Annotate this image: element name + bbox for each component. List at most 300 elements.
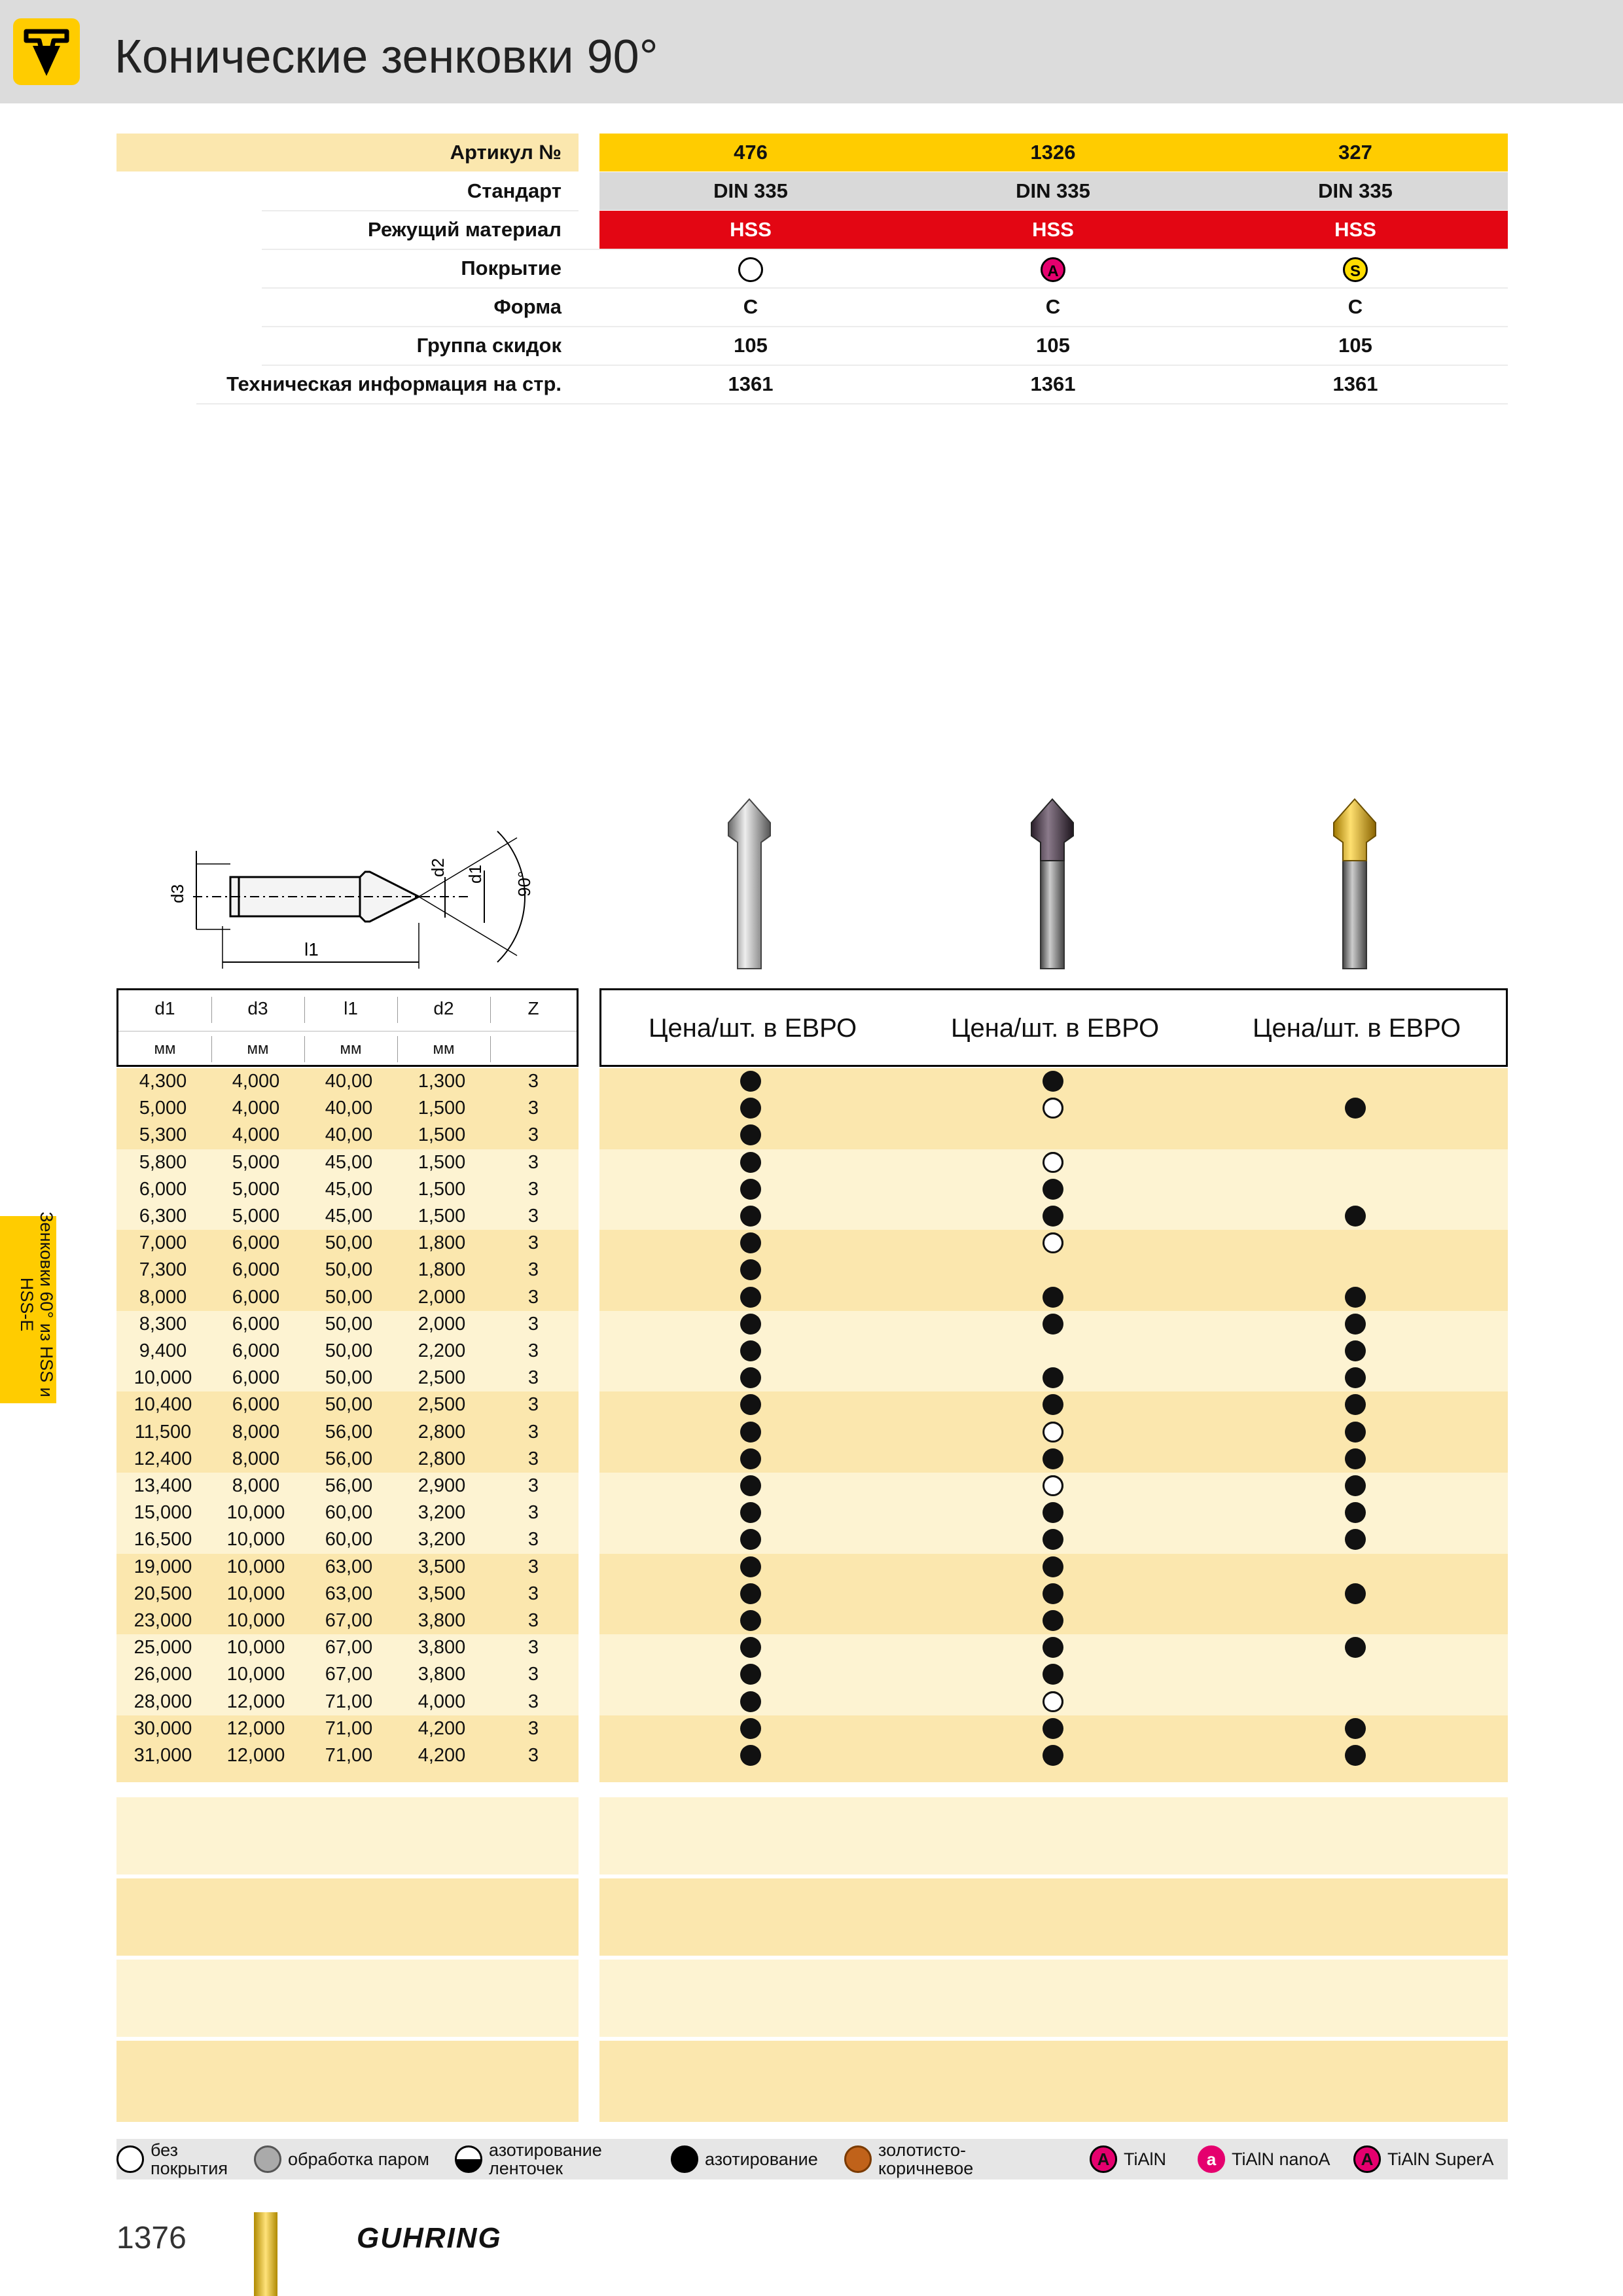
table-row	[0, 1338, 1623, 1365]
cell-l1: 71,00	[325, 1745, 373, 1766]
cell-z: 3	[527, 1664, 539, 1685]
table-row	[0, 1446, 1623, 1473]
availability-open-dot-icon[interactable]	[1043, 1475, 1063, 1496]
table-row	[0, 1742, 1623, 1769]
cell-d1: 30,000	[134, 1717, 192, 1739]
nitride-strip-icon	[455, 2145, 482, 2173]
availability-dot-icon[interactable]	[740, 1691, 761, 1712]
cell-d3: 12,000	[226, 1745, 285, 1766]
cell-l1: 45,00	[325, 1178, 373, 1200]
availability-dot-icon[interactable]	[1043, 1287, 1063, 1308]
cell-d1: 15,000	[134, 1502, 192, 1524]
cell-d1: 16,500	[134, 1529, 192, 1551]
cell-z: 3	[527, 1637, 539, 1659]
cell-d1: 11,500	[134, 1421, 192, 1443]
table-row	[0, 1419, 1623, 1446]
table-row	[0, 1257, 1623, 1283]
discount-value: 105	[1338, 334, 1372, 357]
cell-l1: 45,00	[325, 1206, 373, 1227]
cell-z: 3	[527, 1259, 539, 1281]
nitride-icon	[671, 2145, 698, 2173]
uncoated-icon	[116, 2145, 144, 2173]
cell-d3: 6,000	[232, 1313, 280, 1335]
availability-dot-icon[interactable]	[1345, 1529, 1366, 1550]
cell-d2: 3,800	[418, 1664, 466, 1685]
legend-uncoated: без покрытия	[116, 2139, 236, 2179]
table-row	[0, 1095, 1623, 1122]
table-row	[0, 1391, 1623, 1418]
availability-dot-icon[interactable]	[740, 1340, 761, 1361]
cell-d1: 5,800	[139, 1151, 187, 1173]
availability-dot-icon[interactable]	[1043, 1367, 1063, 1388]
form-value: C	[1347, 295, 1363, 318]
cell-d2: 1,500	[418, 1206, 466, 1227]
cell-z: 3	[527, 1529, 539, 1551]
cell-d1: 28,000	[134, 1691, 192, 1712]
cell-z: 3	[527, 1610, 539, 1631]
page-number: 1376	[116, 2221, 187, 2255]
steam-icon	[254, 2145, 281, 2173]
cell-d1: 12,400	[134, 1448, 192, 1469]
availability-dot-icon[interactable]	[1043, 1502, 1063, 1523]
table-row	[0, 1122, 1623, 1149]
cell-l1: 60,00	[325, 1502, 373, 1524]
availability-dot-icon[interactable]	[740, 1583, 761, 1604]
l1-label: l1	[304, 939, 319, 960]
supera-icon: A	[1353, 2145, 1381, 2173]
material-value: HSS	[730, 218, 772, 241]
cell-l1: 50,00	[325, 1259, 373, 1281]
cell-l1: 45,00	[325, 1151, 373, 1173]
cell-d1: 6,300	[139, 1206, 187, 1227]
empty-band	[116, 2041, 579, 2122]
cell-l1: 67,00	[325, 1637, 373, 1659]
cell-d1: 26,000	[134, 1664, 192, 1685]
article-number: 1326	[1030, 141, 1076, 164]
cell-d3: 4,000	[232, 1098, 280, 1119]
availability-dot-icon[interactable]	[1345, 1448, 1366, 1469]
col-d2-header: d2	[433, 998, 454, 1018]
table-row	[0, 1661, 1623, 1688]
cell-z: 3	[527, 1394, 539, 1416]
col-d3-unit: мм	[247, 1040, 269, 1058]
price-header-327: Цена/шт. в ЕВРО	[1252, 1014, 1461, 1043]
cell-d3: 10,000	[226, 1664, 285, 1685]
cell-d1: 5,300	[139, 1124, 187, 1146]
availability-dot-icon[interactable]	[740, 1206, 761, 1227]
table-row	[0, 1499, 1623, 1526]
cell-d3: 4,000	[232, 1124, 280, 1146]
cell-l1: 71,00	[325, 1691, 373, 1712]
cell-d1: 5,000	[139, 1098, 187, 1119]
table-row	[0, 1526, 1623, 1553]
cell-z: 3	[527, 1583, 539, 1604]
cell-d2: 1,500	[418, 1124, 466, 1146]
cell-d2: 1,800	[418, 1232, 466, 1254]
availability-dot-icon[interactable]	[1043, 1071, 1063, 1092]
techinfo-value: 1361	[1332, 372, 1378, 395]
availability-dot-icon[interactable]	[740, 1071, 761, 1092]
table-row	[0, 1203, 1623, 1230]
section-side-tab-label: Зенковки 60° из HSS и HSS-E	[17, 1211, 56, 1397]
availability-dot-icon[interactable]	[1345, 1314, 1366, 1335]
cell-d1: 6,000	[139, 1178, 187, 1200]
cell-l1: 50,00	[325, 1286, 373, 1308]
cell-z: 3	[527, 1124, 539, 1146]
cell-d3: 6,000	[232, 1232, 280, 1254]
availability-dot-icon[interactable]	[1345, 1394, 1366, 1415]
availability-open-dot-icon[interactable]	[1043, 1422, 1063, 1443]
availability-dot-icon[interactable]	[1043, 1394, 1063, 1415]
availability-open-dot-icon[interactable]	[1043, 1098, 1063, 1119]
cell-z: 3	[527, 1691, 539, 1712]
table-row	[0, 1473, 1623, 1499]
cell-d3: 8,000	[232, 1448, 280, 1469]
standard-label: Стандарт	[467, 179, 562, 202]
availability-dot-icon[interactable]	[1345, 1583, 1366, 1604]
availability-dot-icon[interactable]	[740, 1448, 761, 1469]
page-title: Конические зенковки 90°	[115, 31, 658, 83]
article-label: Артикул №	[450, 141, 562, 164]
table-row	[0, 1176, 1623, 1203]
cell-d3: 6,000	[232, 1259, 280, 1281]
availability-dot-icon[interactable]	[740, 1422, 761, 1443]
discount-value: 105	[1036, 334, 1070, 357]
availability-dot-icon[interactable]	[740, 1475, 761, 1496]
cell-z: 3	[527, 1717, 539, 1739]
cell-z: 3	[527, 1151, 539, 1173]
cell-d2: 2,800	[418, 1421, 466, 1443]
availability-dot-icon[interactable]	[740, 1664, 761, 1685]
cell-d2: 2,000	[418, 1286, 466, 1308]
discount-label: Группа скидок	[416, 334, 562, 357]
cell-d2: 2,800	[418, 1448, 466, 1469]
availability-dot-icon[interactable]	[1345, 1098, 1366, 1119]
d1-label: d1	[465, 865, 485, 884]
cell-z: 3	[527, 1448, 539, 1469]
cell-d2: 3,500	[418, 1556, 466, 1577]
standard-value: DIN 335	[713, 179, 788, 202]
cell-z: 3	[527, 1206, 539, 1227]
col-d1-header: d1	[154, 998, 175, 1018]
col-d3-header: d3	[247, 998, 268, 1018]
footer-gold-bar	[254, 2212, 277, 2296]
availability-dot-icon[interactable]	[740, 1745, 761, 1766]
empty-band	[116, 1797, 579, 1874]
col-d2-unit: мм	[433, 1040, 455, 1058]
cell-d1: 31,000	[134, 1745, 192, 1766]
cell-d1: 23,000	[134, 1610, 192, 1631]
availability-dot-icon[interactable]	[740, 1179, 761, 1200]
techinfo-value: 1361	[728, 372, 774, 395]
cell-d3: 10,000	[226, 1610, 285, 1631]
cell-l1: 71,00	[325, 1717, 373, 1739]
cell-d3: 12,000	[226, 1691, 285, 1712]
cell-d2: 4,000	[418, 1691, 466, 1712]
cell-d2: 2,500	[418, 1394, 466, 1416]
cell-l1: 50,00	[325, 1232, 373, 1254]
techinfo-label: Техническая информация на стр.	[226, 372, 562, 395]
cell-d3: 5,000	[232, 1151, 280, 1173]
cell-l1: 40,00	[325, 1071, 373, 1092]
cell-d3: 6,000	[232, 1394, 280, 1416]
tool-photo-tin	[1329, 795, 1381, 972]
empty-band	[599, 1878, 1508, 1956]
cell-z: 3	[527, 1178, 539, 1200]
cell-d2: 1,500	[418, 1178, 466, 1200]
legend-nanoa: a TiAlN nanoA	[1198, 2139, 1330, 2179]
tool-photo-tialn	[1026, 795, 1079, 972]
cell-z: 3	[527, 1421, 539, 1443]
cell-d2: 4,200	[418, 1745, 466, 1766]
cell-d3: 6,000	[232, 1286, 280, 1308]
cell-z: 3	[527, 1367, 539, 1389]
table-row	[0, 1554, 1623, 1581]
material-value: HSS	[1032, 218, 1074, 241]
availability-dot-icon[interactable]	[740, 1124, 761, 1145]
availability-dot-icon[interactable]	[1345, 1637, 1366, 1658]
table-row	[0, 1284, 1623, 1311]
cell-d1: 8,000	[139, 1286, 187, 1308]
dimension-header	[116, 988, 579, 1067]
availability-dot-icon[interactable]	[740, 1367, 761, 1388]
spec-table	[0, 0, 1623, 419]
coating-tin-icon: S	[1204, 249, 1507, 287]
cell-d3: 8,000	[232, 1421, 280, 1443]
availability-open-dot-icon[interactable]	[1043, 1691, 1063, 1712]
d2-label: d2	[428, 858, 448, 877]
availability-dot-icon[interactable]	[740, 1232, 761, 1253]
cell-d2: 1,500	[418, 1151, 466, 1173]
cell-d3: 6,000	[232, 1367, 280, 1389]
availability-dot-icon[interactable]	[1345, 1287, 1366, 1308]
cell-l1: 60,00	[325, 1529, 373, 1551]
brand-logo: GUHRING	[357, 2222, 502, 2254]
cell-z: 3	[527, 1556, 539, 1577]
cell-d2: 2,000	[418, 1313, 466, 1335]
table-row	[0, 1715, 1623, 1742]
table-row	[0, 1311, 1623, 1338]
cell-l1: 63,00	[325, 1556, 373, 1577]
availability-dot-icon[interactable]	[1043, 1718, 1063, 1739]
cell-z: 3	[527, 1232, 539, 1254]
coating-tialn-icon: A	[902, 249, 1204, 287]
cell-d3: 5,000	[232, 1206, 280, 1227]
angle-label: 90°	[514, 870, 534, 897]
legend-tialn: A TiAlN	[1090, 2139, 1166, 2179]
cell-d2: 2,500	[418, 1367, 466, 1389]
availability-dot-icon[interactable]	[1345, 1206, 1366, 1227]
form-label: Форма	[493, 295, 562, 318]
availability-dot-icon[interactable]	[1043, 1610, 1063, 1631]
cell-l1: 50,00	[325, 1313, 373, 1335]
availability-dot-icon[interactable]	[1345, 1718, 1366, 1739]
col-l1-unit: мм	[340, 1040, 362, 1058]
cell-d2: 3,800	[418, 1637, 466, 1659]
legend-supera: A TiAlN SuperA	[1353, 2139, 1494, 2179]
cell-z: 3	[527, 1745, 539, 1766]
availability-dot-icon[interactable]	[1345, 1367, 1366, 1388]
availability-dot-icon[interactable]	[1043, 1206, 1063, 1227]
cell-d3: 8,000	[232, 1475, 280, 1496]
legend-gold: золотисто-коричневое	[844, 2139, 1003, 2179]
table-row	[0, 1068, 1623, 1095]
cell-l1: 56,00	[325, 1475, 373, 1496]
cell-d3: 5,000	[232, 1178, 280, 1200]
cell-z: 3	[527, 1286, 539, 1308]
techinfo-value: 1361	[1030, 372, 1076, 395]
material-value: HSS	[1334, 218, 1376, 241]
availability-dot-icon[interactable]	[740, 1259, 761, 1280]
cell-d2: 3,200	[418, 1502, 466, 1524]
table-row	[0, 1634, 1623, 1661]
nanoa-icon: a	[1198, 2145, 1225, 2173]
cell-z: 3	[527, 1313, 539, 1335]
cell-d2: 3,800	[418, 1610, 466, 1631]
d3-label: d3	[168, 884, 187, 903]
article-number: 476	[734, 141, 768, 164]
legend-nitride: азотирование	[671, 2139, 818, 2179]
form-value: C	[743, 295, 758, 318]
cell-d2: 2,200	[418, 1340, 466, 1361]
availability-dot-icon[interactable]	[740, 1098, 761, 1119]
cell-l1: 67,00	[325, 1610, 373, 1631]
col-z-header: Z	[527, 998, 539, 1018]
empty-band	[599, 1797, 1508, 1874]
availability-dot-icon[interactable]	[740, 1287, 761, 1308]
availability-dot-icon[interactable]	[1043, 1745, 1063, 1766]
material-label: Режущий материал	[368, 218, 562, 241]
cell-d2: 3,500	[418, 1583, 466, 1604]
cell-l1: 40,00	[325, 1098, 373, 1119]
cell-l1: 40,00	[325, 1124, 373, 1146]
availability-dot-icon[interactable]	[1345, 1475, 1366, 1496]
cell-d2: 1,300	[418, 1071, 466, 1092]
table-row	[0, 1581, 1623, 1607]
standard-value: DIN 335	[1016, 179, 1090, 202]
cell-l1: 56,00	[325, 1448, 373, 1469]
col-l1-header: l1	[344, 998, 358, 1018]
cell-l1: 67,00	[325, 1664, 373, 1685]
cell-d1: 7,300	[139, 1259, 187, 1281]
cell-d1: 4,300	[139, 1071, 187, 1092]
availability-dot-icon[interactable]	[1043, 1448, 1063, 1469]
availability-dot-icon[interactable]	[740, 1718, 761, 1739]
cell-d3: 10,000	[226, 1583, 285, 1604]
availability-dot-icon[interactable]	[740, 1556, 761, 1577]
coating-label: Покрытие	[461, 257, 562, 279]
cell-l1: 50,00	[325, 1367, 373, 1389]
availability-dot-icon[interactable]	[1345, 1502, 1366, 1523]
legend-nitride-strip: азотирование ленточек	[455, 2139, 626, 2179]
availability-dot-icon[interactable]	[1043, 1664, 1063, 1685]
table-row	[0, 1689, 1623, 1715]
countersink-technical-drawing	[157, 798, 550, 975]
cell-d1: 25,000	[134, 1637, 192, 1659]
cell-d1: 10,400	[134, 1394, 192, 1416]
cell-d1: 19,000	[134, 1556, 192, 1577]
availability-dot-icon[interactable]	[740, 1610, 761, 1631]
legend-steam: обработка паром	[254, 2139, 429, 2179]
availability-dot-icon[interactable]	[1043, 1529, 1063, 1550]
cell-d1: 13,400	[134, 1475, 192, 1496]
availability-dot-icon[interactable]	[740, 1529, 761, 1550]
empty-band	[116, 1878, 579, 1956]
cell-d3: 6,000	[232, 1340, 280, 1361]
price-header-1326: Цена/шт. в ЕВРО	[950, 1014, 1160, 1043]
gold-icon	[844, 2145, 872, 2173]
availability-dot-icon[interactable]	[740, 1502, 761, 1523]
article-number: 327	[1338, 141, 1372, 164]
cell-d3: 12,000	[226, 1717, 285, 1739]
standard-value: DIN 335	[1318, 179, 1393, 202]
table-row	[0, 1365, 1623, 1391]
cell-d2: 1,500	[418, 1098, 466, 1119]
cell-d3: 10,000	[226, 1556, 285, 1577]
availability-dot-icon[interactable]	[740, 1152, 761, 1173]
cell-z: 3	[527, 1098, 539, 1119]
availability-dot-icon[interactable]	[1043, 1179, 1063, 1200]
cell-d2: 2,900	[418, 1475, 466, 1496]
availability-dot-icon[interactable]	[740, 1314, 761, 1335]
price-header	[599, 988, 1508, 1067]
cell-d3: 10,000	[226, 1637, 285, 1659]
cell-d2: 3,200	[418, 1529, 466, 1551]
coating-uncoated-icon	[599, 249, 902, 287]
cell-z: 3	[527, 1071, 539, 1092]
cell-d3: 4,000	[232, 1071, 280, 1092]
availability-dot-icon[interactable]	[1043, 1556, 1063, 1577]
cell-l1: 63,00	[325, 1583, 373, 1604]
cell-d3: 10,000	[226, 1529, 285, 1551]
tialn-icon: A	[1090, 2145, 1117, 2173]
availability-dot-icon[interactable]	[1345, 1340, 1366, 1361]
cell-d2: 4,200	[418, 1717, 466, 1739]
empty-band	[116, 1960, 579, 2037]
cell-d1: 10,000	[134, 1367, 192, 1389]
availability-dot-icon[interactable]	[740, 1637, 761, 1658]
cell-d3: 10,000	[226, 1502, 285, 1524]
availability-dot-icon[interactable]	[1043, 1583, 1063, 1604]
availability-dot-icon[interactable]	[740, 1394, 761, 1415]
form-value: C	[1045, 295, 1061, 318]
cell-l1: 56,00	[325, 1421, 373, 1443]
empty-band	[599, 1960, 1508, 2037]
tool-photo-uncoated	[723, 795, 776, 972]
availability-dot-icon[interactable]	[1345, 1422, 1366, 1443]
cell-l1: 50,00	[325, 1340, 373, 1361]
availability-dot-icon[interactable]	[1043, 1314, 1063, 1335]
empty-band	[599, 2041, 1508, 2122]
availability-open-dot-icon[interactable]	[1043, 1152, 1063, 1173]
cell-d2: 1,800	[418, 1259, 466, 1281]
cell-d1: 7,000	[139, 1232, 187, 1254]
cell-d1: 9,400	[139, 1340, 187, 1361]
table-row	[0, 1607, 1623, 1634]
cell-z: 3	[527, 1475, 539, 1496]
cell-d1: 20,500	[134, 1583, 192, 1604]
price-header-476: Цена/шт. в ЕВРО	[648, 1014, 857, 1043]
cell-z: 3	[527, 1340, 539, 1361]
availability-dot-icon[interactable]	[1043, 1637, 1063, 1658]
discount-value: 105	[734, 334, 768, 357]
availability-dot-icon[interactable]	[1345, 1745, 1366, 1766]
availability-open-dot-icon[interactable]	[1043, 1232, 1063, 1253]
cell-z: 3	[527, 1502, 539, 1524]
cell-l1: 50,00	[325, 1394, 373, 1416]
table-row	[0, 1230, 1623, 1257]
cell-d1: 8,300	[139, 1313, 187, 1335]
